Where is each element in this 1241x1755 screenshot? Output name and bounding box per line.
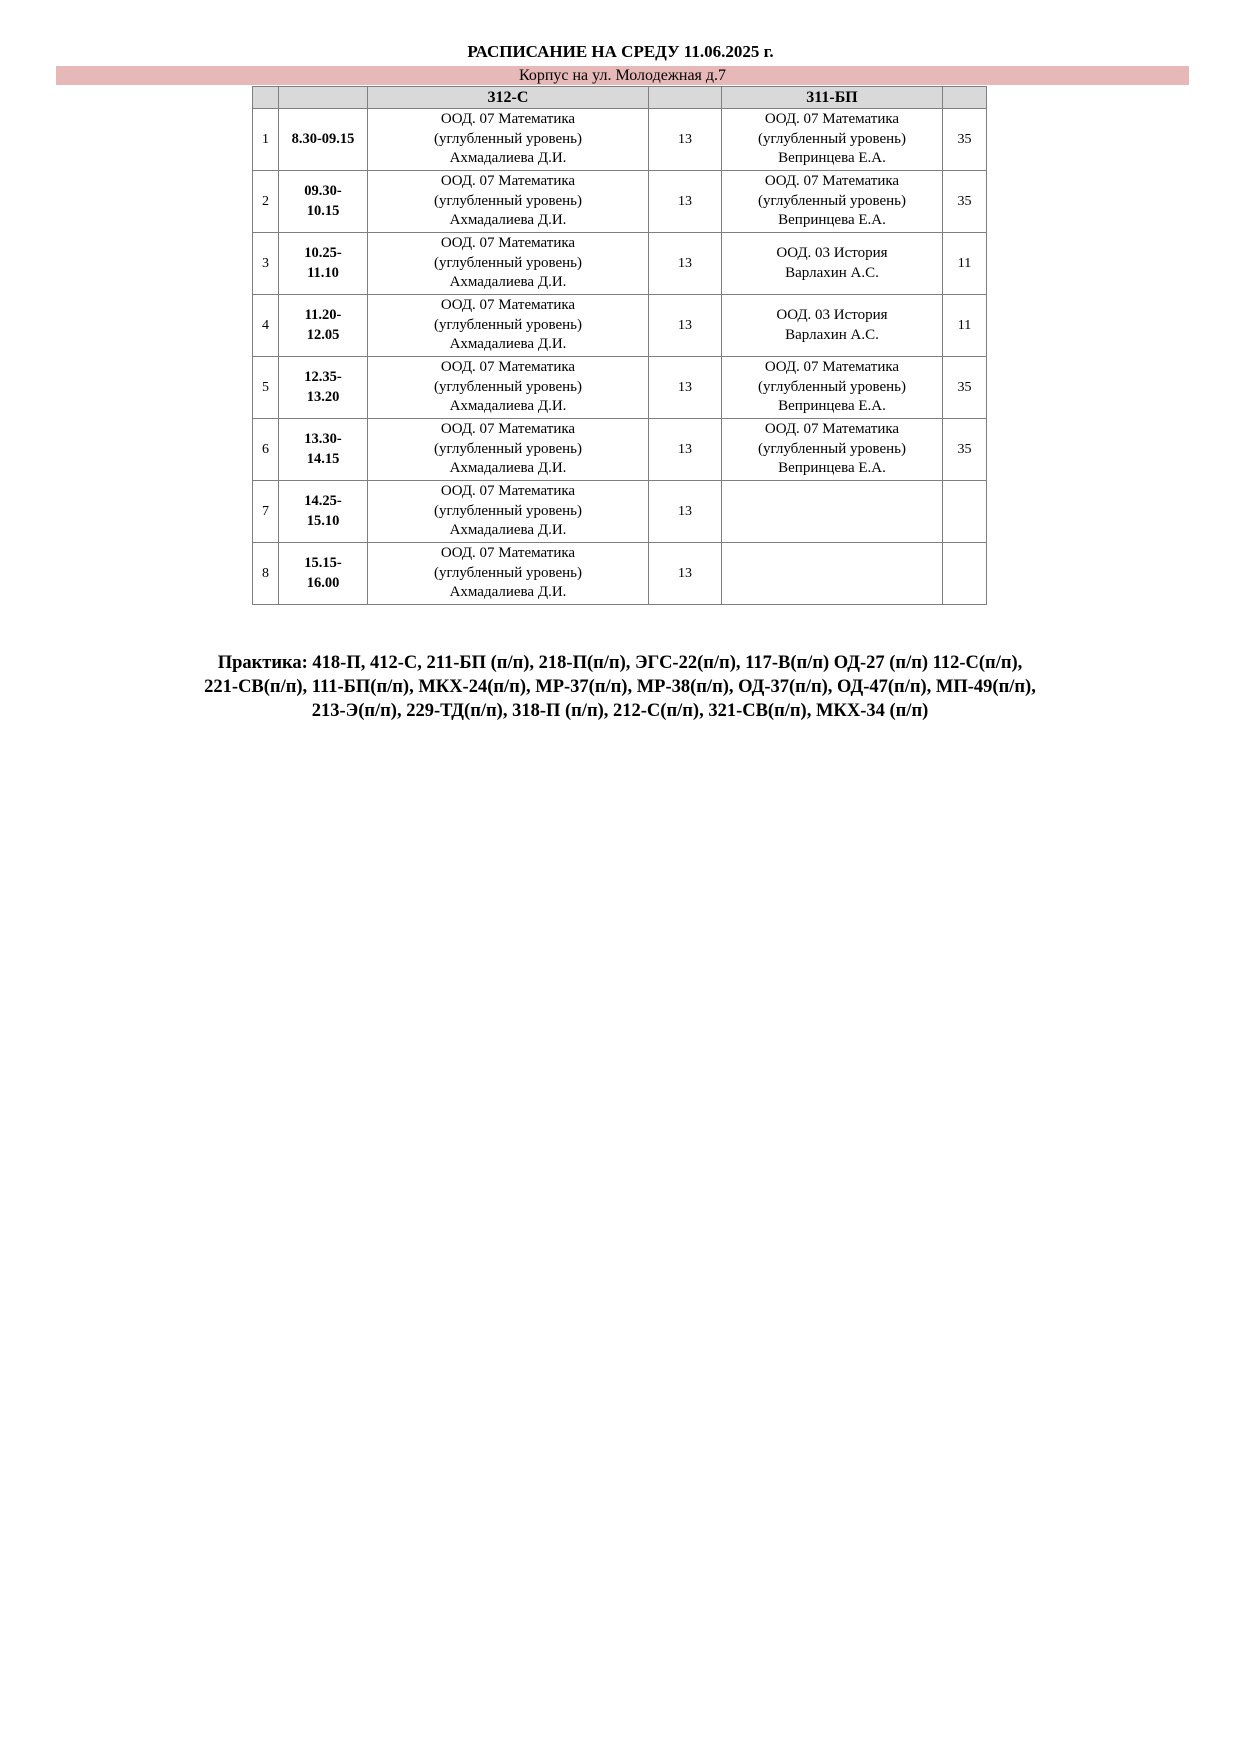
page-title: РАСПИСАНИЕ НА СРЕДУ 11.06.2025 г. bbox=[467, 42, 774, 61]
lesson-line: (углубленный уровень) bbox=[757, 130, 906, 147]
lesson-line: ООД. 07 Математика bbox=[440, 421, 576, 438]
lesson-line: ООД. 07 Математика bbox=[440, 111, 576, 128]
lesson-line: Ахмадалиева Д.И. bbox=[449, 150, 567, 167]
room-312-s: 13 bbox=[649, 419, 722, 481]
lesson-time-line: 8.30-09.15 bbox=[291, 130, 355, 147]
room-312-s: 13 bbox=[649, 109, 722, 171]
header-cell-time bbox=[279, 87, 368, 109]
lesson-subject-311-bp bbox=[722, 543, 943, 605]
lesson-line: Вепринцева Е.А. bbox=[778, 150, 886, 167]
lesson-line: ООД. 07 Математика bbox=[440, 235, 576, 252]
lesson-time-line: 11.10 bbox=[307, 264, 339, 281]
lesson-line: (углубленный уровень) bbox=[433, 192, 582, 209]
lesson-line: (углубленный уровень) bbox=[433, 502, 582, 519]
lesson-line: ООД. 07 Математика bbox=[440, 483, 576, 500]
room-312-s: 13 bbox=[649, 357, 722, 419]
lesson-line: (углубленный уровень) bbox=[757, 378, 906, 395]
lesson-time bbox=[279, 543, 368, 605]
table-row bbox=[253, 295, 987, 357]
lesson-subject-312-s bbox=[368, 233, 649, 295]
lesson-line: Ахмадалиева Д.И. bbox=[449, 522, 567, 539]
lesson-number: 1 bbox=[253, 109, 279, 171]
table-row bbox=[253, 233, 987, 295]
practice-line: 221-СВ(п/п), 111-БП(п/п), МКХ-24(п/п), МР-37(п/п), МР-38(п/п), ОД-37(п/п), ОД-47(п/п), МП-49(п/п), bbox=[204, 677, 1036, 697]
practice-list bbox=[120, 651, 1120, 723]
room-311-bp: 11 bbox=[943, 233, 987, 295]
lesson-subject-311-bp bbox=[722, 109, 943, 171]
lesson-subject-312-s bbox=[368, 295, 649, 357]
table-row bbox=[253, 543, 987, 605]
lesson-subject-312-s bbox=[368, 171, 649, 233]
room-311-bp bbox=[943, 481, 987, 543]
lesson-time-line: 09.30- bbox=[304, 183, 342, 199]
lesson-time-line: 14.25- bbox=[304, 493, 342, 509]
room-311-bp: 35 bbox=[943, 419, 987, 481]
table-row bbox=[253, 481, 987, 543]
lesson-time-line: 16.00 bbox=[306, 574, 340, 591]
lesson-time bbox=[279, 233, 368, 295]
lesson-line: ООД. 07 Математика bbox=[440, 297, 576, 314]
lesson-subject-312-s bbox=[368, 481, 649, 543]
lesson-time bbox=[279, 171, 368, 233]
room-311-bp: 35 bbox=[943, 109, 987, 171]
lesson-line: Вепринцева Е.А. bbox=[778, 460, 886, 477]
lesson-subject-311-bp bbox=[722, 233, 943, 295]
lesson-number: 7 bbox=[253, 481, 279, 543]
lesson-line: ООД. 07 Математика bbox=[764, 111, 900, 128]
header-cell-num bbox=[253, 87, 279, 109]
lesson-time-line: 12.35- bbox=[304, 369, 342, 385]
lesson-time bbox=[279, 109, 368, 171]
practice-line: 213-Э(п/п), 229-ТД(п/п), 318-П (п/п), 212-С(п/п), 321-СВ(п/п), МКХ-34 (п/п) bbox=[311, 701, 929, 721]
lesson-subject-311-bp bbox=[722, 171, 943, 233]
lesson-subject-312-s bbox=[368, 109, 649, 171]
lesson-time-line: 15.15- bbox=[304, 555, 342, 571]
room-311-bp bbox=[943, 543, 987, 605]
lesson-line: ООД. 07 Математика bbox=[764, 359, 900, 376]
room-311-bp: 11 bbox=[943, 295, 987, 357]
table-row bbox=[253, 419, 987, 481]
room-312-s: 13 bbox=[649, 481, 722, 543]
group-header: 312-С bbox=[368, 87, 649, 109]
lesson-subject-311-bp bbox=[722, 481, 943, 543]
lesson-line: Варлахин А.С. bbox=[785, 326, 879, 343]
lesson-time-line: 11.20- bbox=[304, 307, 342, 323]
lesson-number: 2 bbox=[253, 171, 279, 233]
lesson-line: ООД. 07 Математика bbox=[764, 421, 900, 438]
lesson-time-line: 12.05 bbox=[306, 326, 340, 343]
lesson-time bbox=[279, 481, 368, 543]
lesson-line: Ахмадалиева Д.И. bbox=[449, 274, 567, 291]
lesson-line: (углубленный уровень) bbox=[433, 564, 582, 581]
lesson-number: 3 bbox=[253, 233, 279, 295]
table-row bbox=[253, 109, 987, 171]
lesson-subject-311-bp bbox=[722, 419, 943, 481]
practice-line: Практика: 418-П, 412-С, 211-БП (п/п), 218-П(п/п), ЭГС-22(п/п), 117-В(п/п) ОД-27 (п/п) 112-С(п/п), bbox=[217, 653, 1023, 673]
lesson-time-line: 10.25- bbox=[304, 245, 342, 261]
lesson-line: (углубленный уровень) bbox=[433, 130, 582, 147]
lesson-subject-312-s bbox=[368, 543, 649, 605]
room-311-bp: 35 bbox=[943, 171, 987, 233]
lesson-time bbox=[279, 419, 368, 481]
header-cell-room bbox=[649, 87, 722, 109]
lesson-line: ООД. 07 Математика bbox=[440, 173, 576, 190]
lesson-line: Ахмадалиева Д.И. bbox=[449, 398, 567, 415]
lesson-time-line: 14.15 bbox=[306, 450, 340, 467]
lesson-line: (углубленный уровень) bbox=[433, 440, 582, 457]
lesson-line: (углубленный уровень) bbox=[757, 192, 906, 209]
group-header: 311-БП bbox=[722, 87, 943, 109]
lesson-line: (углубленный уровень) bbox=[433, 316, 582, 333]
building-banner: Корпус на ул. Молодежная д.7 bbox=[56, 66, 1189, 85]
lesson-line: Варлахин А.С. bbox=[785, 264, 879, 281]
lesson-subject-312-s bbox=[368, 419, 649, 481]
lesson-line: (углубленный уровень) bbox=[433, 254, 582, 271]
room-312-s: 13 bbox=[649, 295, 722, 357]
lesson-time-line: 15.10 bbox=[306, 512, 340, 529]
lesson-line: ООД. 07 Математика bbox=[440, 359, 576, 376]
lesson-line: ООД. 07 Математика bbox=[440, 545, 576, 562]
lesson-time-line: 13.30- bbox=[304, 431, 342, 447]
lesson-line: Ахмадалиева Д.И. bbox=[449, 212, 567, 229]
lesson-line: Ахмадалиева Д.И. bbox=[449, 336, 567, 353]
lesson-line: Ахмадалиева Д.И. bbox=[449, 584, 567, 601]
room-312-s: 13 bbox=[649, 171, 722, 233]
lesson-line: Вепринцева Е.А. bbox=[778, 398, 886, 415]
lesson-line: ООД. 07 Математика bbox=[764, 173, 900, 190]
lesson-subject-311-bp bbox=[722, 357, 943, 419]
lesson-line: (углубленный уровень) bbox=[433, 378, 582, 395]
lesson-number: 4 bbox=[253, 295, 279, 357]
lesson-time-line: 13.20 bbox=[306, 388, 340, 405]
table-header-row bbox=[253, 87, 987, 109]
lesson-line: Вепринцева Е.А. bbox=[778, 212, 886, 229]
lesson-line: (углубленный уровень) bbox=[757, 440, 906, 457]
lesson-time bbox=[279, 295, 368, 357]
lesson-number: 5 bbox=[253, 357, 279, 419]
lesson-time-line: 10.15 bbox=[306, 202, 340, 219]
room-312-s: 13 bbox=[649, 233, 722, 295]
lesson-line: ООД. 03 История bbox=[776, 307, 888, 323]
lesson-line: Ахмадалиева Д.И. bbox=[449, 460, 567, 477]
room-311-bp: 35 bbox=[943, 357, 987, 419]
room-312-s: 13 bbox=[649, 543, 722, 605]
lesson-subject-311-bp bbox=[722, 295, 943, 357]
lesson-number: 8 bbox=[253, 543, 279, 605]
lesson-subject-312-s bbox=[368, 357, 649, 419]
schedule-table bbox=[252, 86, 987, 605]
schedule-body bbox=[253, 109, 987, 605]
table-row bbox=[253, 171, 987, 233]
table-row bbox=[253, 357, 987, 419]
lesson-time bbox=[279, 357, 368, 419]
lesson-number: 6 bbox=[253, 419, 279, 481]
header-cell-room bbox=[943, 87, 987, 109]
lesson-line: ООД. 03 История bbox=[776, 245, 888, 261]
